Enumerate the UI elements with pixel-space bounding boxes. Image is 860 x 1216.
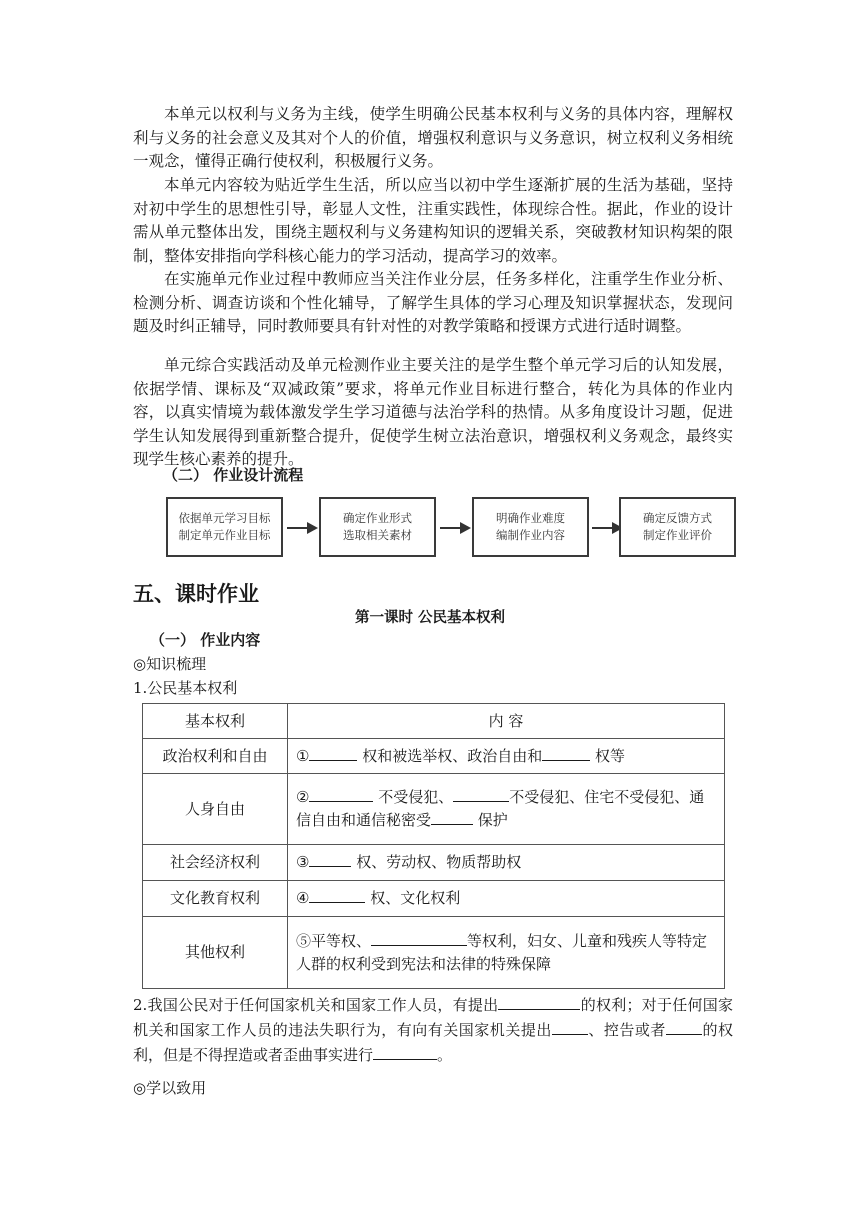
row-content [288,881,725,917]
row-category: 政治权利和自由 [143,739,288,774]
header-cell-content: 内 容 [288,704,725,739]
item1-label: 1.公民基本权利 [133,679,238,697]
header-cell-category: 基本权利 [143,704,288,739]
flow-step-1-line1: 依据单元学习目标 [178,511,271,525]
table-row [143,881,725,917]
content-part: 不受侵犯、 [373,788,454,806]
flow-step-3 [472,497,589,557]
row-category: 社会经济权利 [143,845,288,881]
row-content [288,774,725,845]
fill-blank[interactable] [309,745,357,761]
flow-step-3-line1: 明确作业难度 [496,511,565,525]
content-part: ② [296,788,310,806]
content-part: 权、劳动权、物质帮助权 [351,853,522,871]
flow-step-2-line1: 确定作业形式 [343,511,412,525]
intro-paragraph-4: 单元综合实践活动及单元检测作业主要关注的是学生整个单元学习后的认知发展，依据学情、课标及“双减政策”要求，将单元作业目标进行整合，转化为具体的作业内容，以真实情境为载体激发学生学习道德与法治学科的热情。从多角度设计习题，促进学生认知发展得到重新整合提升，促使学生树立法治意识，增强权利义务观念，最终实现学生核心素养的提升。 [133,356,733,468]
content-part: ③ [296,853,310,871]
apply-label: ◎学以致用 [133,1079,207,1097]
question-part: 2.我国公民对于任何国家机关和国家工作人员，有提出 [133,996,499,1014]
question-2 [133,993,733,1068]
content-part: 保护 [473,811,508,829]
knowledge-label: ◎知识梳理 [133,655,207,673]
table-row [143,845,725,881]
fill-blank[interactable] [498,994,580,1010]
intro-paragraph-1: 本单元以权利与义务为主线，使学生明确公民基本权利与义务的具体内容，理解权利与义务的社会意义及其对个人的价值，增强权利意识与义务意识，树立权利义务相统一观念，懂得正确行使权利，积极履行义务。 [133,105,733,170]
arrow-right-icon [438,519,472,537]
content-part: 不受侵犯、住宅不受侵犯、通信自由和通信秘密受 [296,788,705,829]
flowchart [166,497,736,561]
content-part: 权等 [590,746,626,765]
fill-blank[interactable] [431,809,473,825]
intro-paragraph-3: 在实施单元作业过程中教师应当关注作业分层，任务多样化，注重学生作业分析、检测分析、调查访谈和个性化辅导，了解学生具体的学习心理及知识掌握状态，发现问题及时纠正辅导，同时教师要具有针对性的对教学策略和授课方式进行适时调整。 [133,270,733,335]
fill-blank[interactable] [373,1044,437,1060]
fill-blank[interactable] [542,745,590,761]
flow-step-3-line2: 编制作业内容 [496,528,565,542]
content-part: ④ [296,889,310,907]
section-title: 五、课时作业 [133,582,259,606]
question-part: 、控告或者 [587,1021,666,1039]
row-content [288,739,725,774]
content-part: ① [296,746,310,765]
flow-step-4-line1: 确定反馈方式 [643,511,712,525]
table-row [143,917,725,989]
question-part: 的权利，但是不得捏造或者歪曲事实进行 [133,1021,733,1064]
fill-blank[interactable] [309,851,351,867]
arrow-right-icon [285,519,319,537]
content-part: 权、文化权利 [365,889,461,907]
flow-step-1-line2: 制定单元作业目标 [178,528,271,542]
flow-heading: （二） 作业设计流程 [163,466,304,484]
fill-blank[interactable] [371,930,467,946]
fill-blank[interactable] [552,1019,588,1035]
flow-step-1 [166,497,283,557]
fill-blank[interactable] [309,887,365,903]
table-header-row [143,704,725,739]
fill-blank[interactable] [666,1019,702,1035]
question-part: 。 [437,1046,453,1064]
rights-table [142,703,725,989]
content-part: 权和被选举权、政治自由和 [357,746,543,765]
row-content [288,917,725,989]
row-category: 文化教育权利 [143,881,288,917]
flow-step-2 [319,497,436,557]
fill-blank[interactable] [309,786,373,802]
content-part: ⑤平等权、 [296,931,372,950]
table-row [143,774,725,845]
row-category: 其他权利 [143,917,288,989]
fill-blank[interactable] [453,786,509,802]
lesson-title: 第一课时 公民基本权利 [354,610,506,626]
intro-paragraph-2: 本单元内容较为贴近学生生活，所以应当以初中学生逐渐扩展的生活为基础，坚持对初中学生的思想性引导，彰显人文性，注重实践性，体现综合性。据此，作业的设计需从单元整体出发，围绕主题权利与义务建构知识的逻辑关系，突破教材知识构架的限制，整体安排指向学科核心能力的学习活动，提高学习的效率。 [133,176,733,265]
content-heading: （一） 作业内容 [150,631,261,649]
flow-step-4 [619,497,736,557]
question-part: 的权利；对于任何国家机关和国家工作人员的违法失职行为，有向有关国家机关提出 [133,996,733,1039]
table-row [143,739,725,774]
content-part: 等权利，妇女、儿童和残疾人等特定人群的权利受到宪法和法律的特殊保障 [296,931,708,973]
row-category: 人身自由 [143,774,288,845]
row-content [288,845,725,881]
flow-step-2-line2: 选取相关素材 [343,528,412,542]
flow-step-4-line2: 制定作业评价 [643,528,712,542]
